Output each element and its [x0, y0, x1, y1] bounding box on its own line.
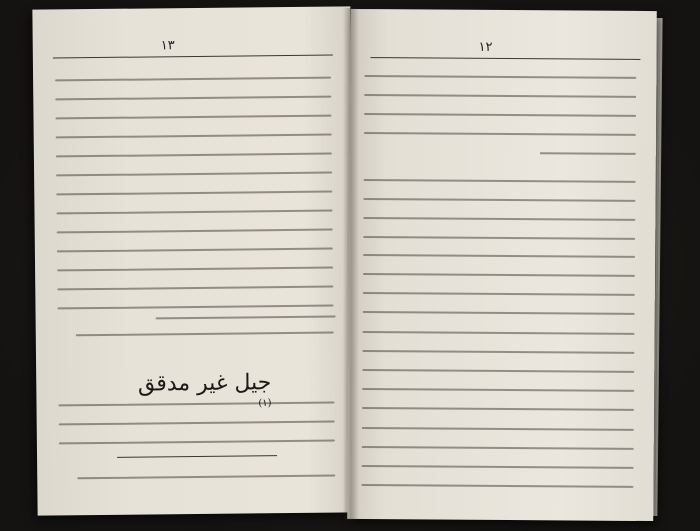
text-line — [57, 286, 333, 291]
footnote-marker: (١) — [258, 397, 272, 410]
text-line — [59, 440, 335, 445]
text-line — [55, 96, 331, 101]
text-line — [56, 153, 332, 158]
text-line — [57, 267, 333, 272]
text-line — [363, 273, 635, 277]
text-line — [364, 132, 636, 136]
right-page — [347, 9, 657, 521]
footnote-rule — [117, 455, 277, 458]
text-line — [55, 115, 331, 120]
text-line — [362, 369, 634, 373]
text-line — [364, 179, 636, 183]
header-rule — [370, 57, 640, 60]
text-line — [57, 229, 333, 234]
text-line — [364, 94, 636, 98]
section-heading-text: جيل غير مدقق — [137, 370, 272, 397]
text-line — [362, 350, 634, 354]
text-line — [363, 198, 635, 202]
text-line — [56, 210, 332, 215]
text-line — [55, 77, 331, 82]
left-body-text — [32, 6, 350, 9]
text-line — [57, 305, 333, 310]
text-line — [363, 311, 635, 315]
text-line — [364, 75, 636, 79]
left-page-number: ١٣ — [160, 38, 175, 54]
text-line — [540, 152, 636, 155]
text-line — [363, 292, 635, 296]
text-line — [57, 248, 333, 253]
text-line — [156, 316, 336, 320]
text-line — [59, 421, 335, 426]
text-line — [363, 254, 635, 258]
text-line — [362, 427, 634, 431]
text-line — [76, 332, 334, 337]
section-heading — [131, 370, 272, 421]
text-line — [56, 191, 332, 196]
text-line — [363, 217, 635, 221]
text-line — [362, 388, 634, 392]
text-line — [362, 407, 634, 411]
text-line — [364, 113, 636, 117]
text-line — [56, 134, 332, 139]
book-gutter — [343, 8, 359, 520]
text-line — [362, 465, 634, 469]
text-line — [361, 484, 633, 488]
text-line — [56, 172, 332, 177]
text-line — [77, 475, 335, 480]
text-line — [362, 446, 634, 450]
left-page — [32, 6, 355, 515]
header-rule — [53, 55, 333, 59]
right-body-text — [351, 9, 657, 11]
right-page-number: ١٢ — [478, 39, 493, 55]
text-line — [363, 236, 635, 240]
text-line — [363, 331, 635, 335]
